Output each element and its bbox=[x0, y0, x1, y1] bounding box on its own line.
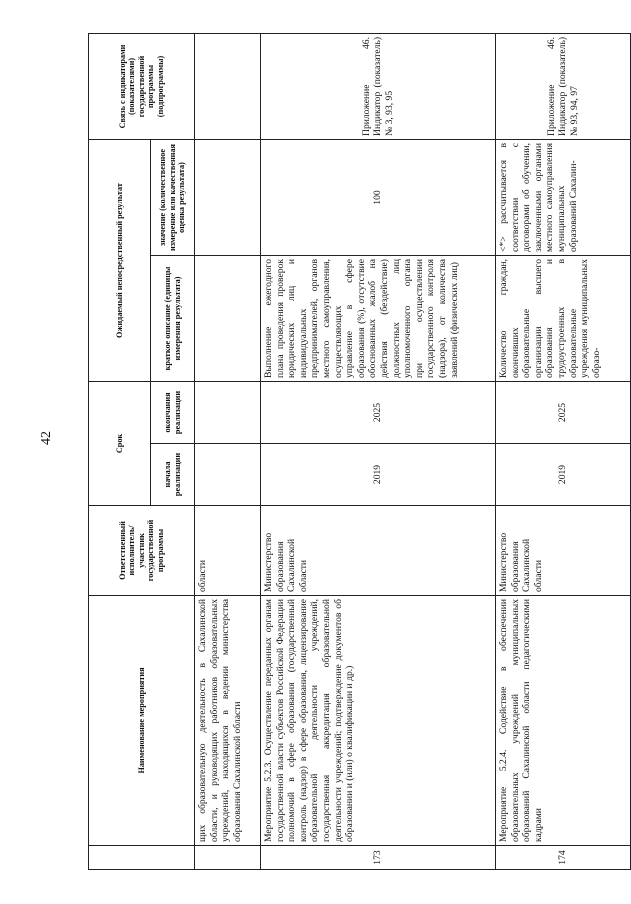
header-num bbox=[89, 846, 195, 870]
indicator-link bbox=[195, 33, 261, 139]
header-end: окончания реализации bbox=[151, 382, 195, 444]
header-link: Связь с индикаторами (показателями) государственной программы (подпрограммы) bbox=[89, 33, 195, 139]
row-number bbox=[195, 846, 261, 870]
result-value: <*> рассчитывается в соответствии с договорами об обучении, заключенными органами местного самоуправления муниципальных образований Сахалин- bbox=[496, 139, 631, 255]
table-row bbox=[261, 33, 496, 869]
indicator-link: Приложение 46. Индикатор (показатель) № 3, 93, 95 bbox=[261, 33, 496, 139]
header-name: Наименование мероприятия bbox=[89, 596, 195, 846]
start-year bbox=[195, 444, 261, 506]
table-row bbox=[195, 33, 261, 869]
header-term: Срок bbox=[89, 382, 151, 506]
result-description bbox=[195, 256, 261, 382]
measures-table bbox=[88, 33, 631, 870]
header-expected: Ожидаемый непосредственный результат bbox=[89, 139, 151, 381]
end-year bbox=[195, 382, 261, 444]
result-value bbox=[195, 139, 261, 255]
indicator-link: Приложение 46. Индикатор (показатель) № 93, 94, 97 bbox=[496, 33, 631, 139]
header-desc: краткое описание (единицы измерения результата) bbox=[151, 256, 195, 382]
responsible: области bbox=[195, 506, 261, 596]
result-description: Выполнение ежегодного плана проведения проверок юридических лиц и индивидуальных предпринимателей, органов местного самоуправления, осуществляющих управление в сфере образования (%), отсутствие обоснованных жалоб на действия (бездействие) должностных лиц уполномоченного органа при осуществлении государственного контроля (надзора), от количества заявлений (физических лиц) bbox=[261, 256, 496, 382]
measure-name: Мероприятие 5.2.4. Содействие в обеспечении образовательных учреждений муниципальных образований Сахалинской области педагогическими кадрами bbox=[496, 596, 631, 846]
result-description: Количество граждан, окончивших образовательные организации высшего образования и трудоустроенных в образовательные учреждения муниципальных образо- bbox=[496, 256, 631, 382]
measure-name: щих образовательную деятельность в Сахалинской области, и руководящих работников образовательных учреждений, находящихся в ведении министерства образования Сахалинской области bbox=[195, 596, 261, 846]
row-number: 173 bbox=[261, 846, 496, 870]
start-year: 2019 bbox=[496, 444, 631, 506]
page-number: 42 bbox=[39, 431, 54, 445]
end-year: 2025 bbox=[261, 382, 496, 444]
responsible: Министерство образования Сахалинской области bbox=[496, 506, 631, 596]
rotated-table-wrapper bbox=[88, 34, 631, 870]
responsible: Министерство образования Сахалинской области bbox=[261, 506, 496, 596]
measure-name: Мероприятие 5.2.3. Осуществление переданных органам государственной власти субъектов Российской Федерации полномочий в сфере образования (государственный контроль (надзор) в сфере образования, лицензирование образовательной деятельности учреждений, государственная аккредитация образовательной деятельности учреждений; подтверждение документов об образовании и (или) о квалификации и др.) bbox=[261, 596, 496, 846]
header-start: начала реализации bbox=[151, 444, 195, 506]
row-number: 174 bbox=[496, 846, 631, 870]
result-value: 100 bbox=[261, 139, 496, 255]
header-value: значение (количественное измерение или качественная оценка результата) bbox=[151, 139, 195, 255]
header-responsible: Ответственный исполнитель/участник государственной программы bbox=[89, 506, 195, 596]
end-year: 2025 bbox=[496, 382, 631, 444]
header-row-1 bbox=[89, 33, 151, 869]
table-row bbox=[496, 33, 631, 869]
start-year: 2019 bbox=[261, 444, 496, 506]
